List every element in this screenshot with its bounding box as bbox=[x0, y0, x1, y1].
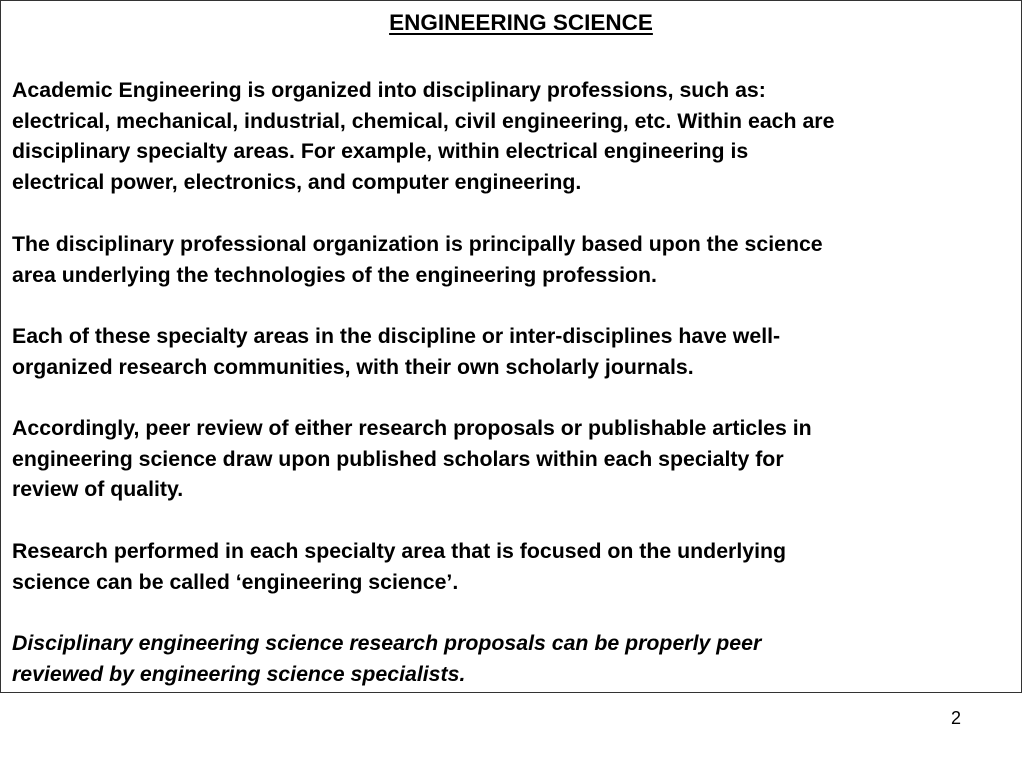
text-line: reviewed by engineering science specialists. bbox=[12, 661, 466, 686]
text-line: science can be called ‘engineering science’. bbox=[12, 569, 459, 594]
slide-title: ENGINEERING SCIENCE bbox=[389, 10, 653, 35]
text-line: review of quality. bbox=[12, 477, 184, 502]
paragraph-peer-review bbox=[12, 413, 1022, 505]
text-line: electrical power, electronics, and computer engineering. bbox=[12, 170, 582, 195]
text-line: engineering science draw upon published scholars within each specialty for bbox=[12, 446, 784, 471]
text-line: electrical, mechanical, industrial, chemical, civil engineering, etc. Within each are bbox=[12, 108, 835, 133]
paragraph-disciplinary-professions bbox=[12, 75, 1022, 198]
text-line: organized research communities, with their own scholarly journals. bbox=[12, 354, 694, 379]
text-line: disciplinary specialty areas. For example, within electrical engineering is bbox=[12, 139, 749, 164]
text-line: area underlying the technologies of the engineering profession. bbox=[12, 262, 657, 287]
text-line: Disciplinary engineering science research proposals can be properly peer bbox=[12, 631, 762, 655]
paragraph-conclusion bbox=[12, 628, 1022, 689]
paragraph-research-communities bbox=[12, 321, 1022, 382]
text-line: Academic Engineering is organized into disciplinary professions, such as: bbox=[12, 78, 766, 102]
paragraph-engineering-science-definition bbox=[12, 536, 1022, 597]
text-line: Accordingly, peer review of either research proposals or publishable articles in bbox=[12, 416, 812, 440]
page-number: 2 bbox=[951, 708, 962, 728]
text-line: Research performed in each specialty area that is focused on the underlying bbox=[12, 539, 787, 563]
text-line: The disciplinary professional organization is principally based upon the science bbox=[12, 232, 823, 256]
paragraph-professional-organization bbox=[12, 229, 1022, 290]
text-line: Each of these specialty areas in the discipline or inter-disciplines have well- bbox=[12, 324, 781, 348]
